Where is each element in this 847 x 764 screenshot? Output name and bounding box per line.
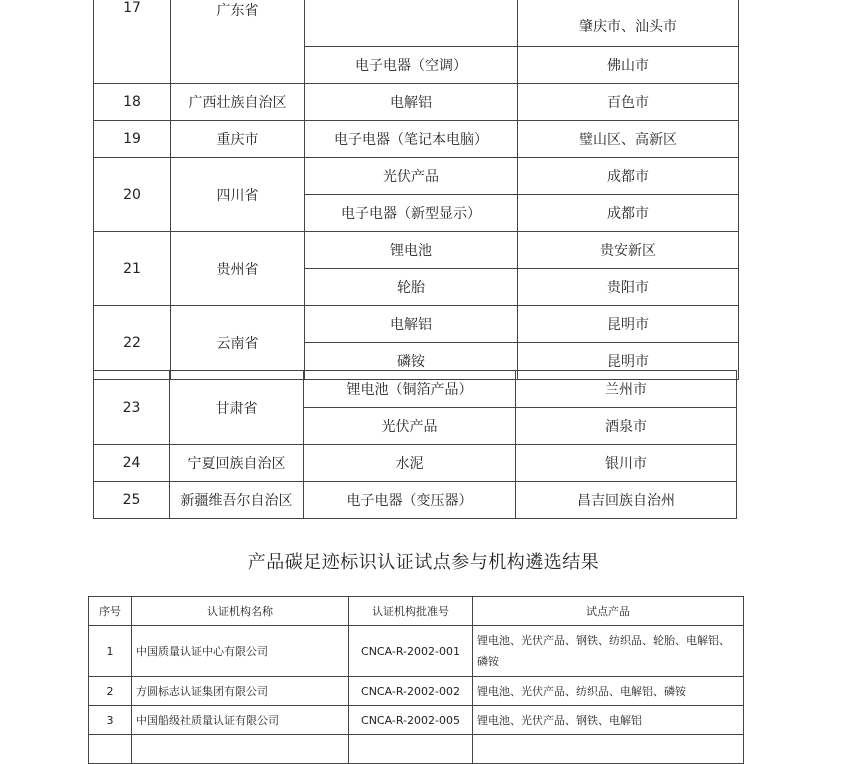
pilot-products: 锂电池、光伏产品、纺织品、电解铝、磷铵 bbox=[473, 677, 744, 706]
city-cell: 百色市 bbox=[518, 84, 739, 121]
city-cell: 肇庆市、汕头市 bbox=[518, 0, 739, 47]
region-name: 云南省 bbox=[171, 306, 305, 380]
region-name: 新疆维吾尔自治区 bbox=[170, 482, 304, 519]
product-cell: 电解铝 bbox=[305, 84, 518, 121]
city-cell: 昆明市 bbox=[518, 343, 739, 380]
table-row bbox=[94, 121, 739, 158]
row-number: 17 bbox=[94, 0, 171, 84]
product-cell: 光伏产品 bbox=[305, 158, 518, 195]
city-cell: 璧山区、高新区 bbox=[518, 121, 739, 158]
product-cell: 光伏产品 bbox=[304, 408, 516, 445]
table-row bbox=[94, 0, 739, 47]
table-row bbox=[94, 371, 737, 408]
row-number: 3 bbox=[89, 706, 132, 735]
region-name: 贵州省 bbox=[171, 232, 305, 306]
city-cell: 成都市 bbox=[518, 158, 739, 195]
city-cell: 佛山市 bbox=[518, 47, 739, 84]
table-row bbox=[94, 158, 739, 195]
pilot-products bbox=[473, 735, 744, 764]
product-cell: 锂电池（铜箔产品） bbox=[304, 371, 516, 408]
product-cell bbox=[305, 0, 518, 47]
row-number: 23 bbox=[94, 371, 170, 445]
product-cell: 电子电器（空调） bbox=[305, 47, 518, 84]
product-cell: 电子电器（变压器） bbox=[304, 482, 516, 519]
city-cell: 昌吉回族自治州 bbox=[516, 482, 737, 519]
row-number: 20 bbox=[94, 158, 171, 232]
approval-number: CNCA-R-2002-005 bbox=[349, 706, 473, 735]
table-row bbox=[94, 306, 739, 343]
table-row bbox=[94, 482, 737, 519]
product-cell: 水泥 bbox=[304, 445, 516, 482]
product-cell: 磷铵 bbox=[305, 343, 518, 380]
city-cell: 银川市 bbox=[516, 445, 737, 482]
table-row bbox=[94, 232, 739, 269]
region-name: 四川省 bbox=[171, 158, 305, 232]
institution-name: 中国船级社质量认证有限公司 bbox=[132, 706, 349, 735]
product-cell: 轮胎 bbox=[305, 269, 518, 306]
pilot-products: 锂电池、光伏产品、钢铁、纺织品、轮胎、电解铝、磷铵 bbox=[473, 626, 744, 677]
table-row bbox=[89, 735, 744, 764]
column-header: 试点产品 bbox=[473, 597, 744, 626]
row-number: 25 bbox=[94, 482, 170, 519]
column-header: 认证机构批准号 bbox=[349, 597, 473, 626]
product-cell: 电子电器（笔记本电脑） bbox=[305, 121, 518, 158]
row-number: 22 bbox=[94, 306, 171, 380]
product-cell: 电解铝 bbox=[305, 306, 518, 343]
row-number: 19 bbox=[94, 121, 171, 158]
region-name: 重庆市 bbox=[171, 121, 305, 158]
region-name: 甘肃省 bbox=[170, 371, 304, 445]
row-number: 18 bbox=[94, 84, 171, 121]
pilot-products: 锂电池、光伏产品、钢铁、电解铝 bbox=[473, 706, 744, 735]
row-number: 21 bbox=[94, 232, 171, 306]
region-name: 宁夏回族自治区 bbox=[170, 445, 304, 482]
table-row bbox=[89, 706, 744, 735]
city-cell: 贵安新区 bbox=[518, 232, 739, 269]
city-cell: 贵阳市 bbox=[518, 269, 739, 306]
city-cell: 酒泉市 bbox=[516, 408, 737, 445]
pilot-region-table-top bbox=[93, 0, 739, 380]
section-title: 产品碳足迹标识认证试点参与机构遴选结果 bbox=[247, 552, 600, 573]
pilot-region-table-bottom bbox=[93, 370, 737, 519]
approval-number: CNCA-R-2002-002 bbox=[349, 677, 473, 706]
product-cell: 电子电器（新型显示） bbox=[305, 195, 518, 232]
table-header-row bbox=[89, 597, 744, 626]
row-number: 2 bbox=[89, 677, 132, 706]
table-row bbox=[94, 445, 737, 482]
region-name: 广西壮族自治区 bbox=[171, 84, 305, 121]
column-header: 序号 bbox=[89, 597, 132, 626]
approval-number bbox=[349, 735, 473, 764]
institution-name: 中国质量认证中心有限公司 bbox=[132, 626, 349, 677]
region-name: 广东省 bbox=[171, 0, 305, 84]
institution-name bbox=[132, 735, 349, 764]
row-number: 24 bbox=[94, 445, 170, 482]
column-header: 认证机构名称 bbox=[132, 597, 349, 626]
table-row bbox=[94, 84, 739, 121]
row-number bbox=[89, 735, 132, 764]
table-row bbox=[89, 626, 744, 677]
institution-name: 方圆标志认证集团有限公司 bbox=[132, 677, 349, 706]
city-cell: 兰州市 bbox=[516, 371, 737, 408]
table-row bbox=[89, 677, 744, 706]
product-cell: 锂电池 bbox=[305, 232, 518, 269]
city-cell: 成都市 bbox=[518, 195, 739, 232]
certification-body-table bbox=[88, 596, 744, 764]
city-cell: 昆明市 bbox=[518, 306, 739, 343]
row-number: 1 bbox=[89, 626, 132, 677]
approval-number: CNCA-R-2002-001 bbox=[349, 626, 473, 677]
